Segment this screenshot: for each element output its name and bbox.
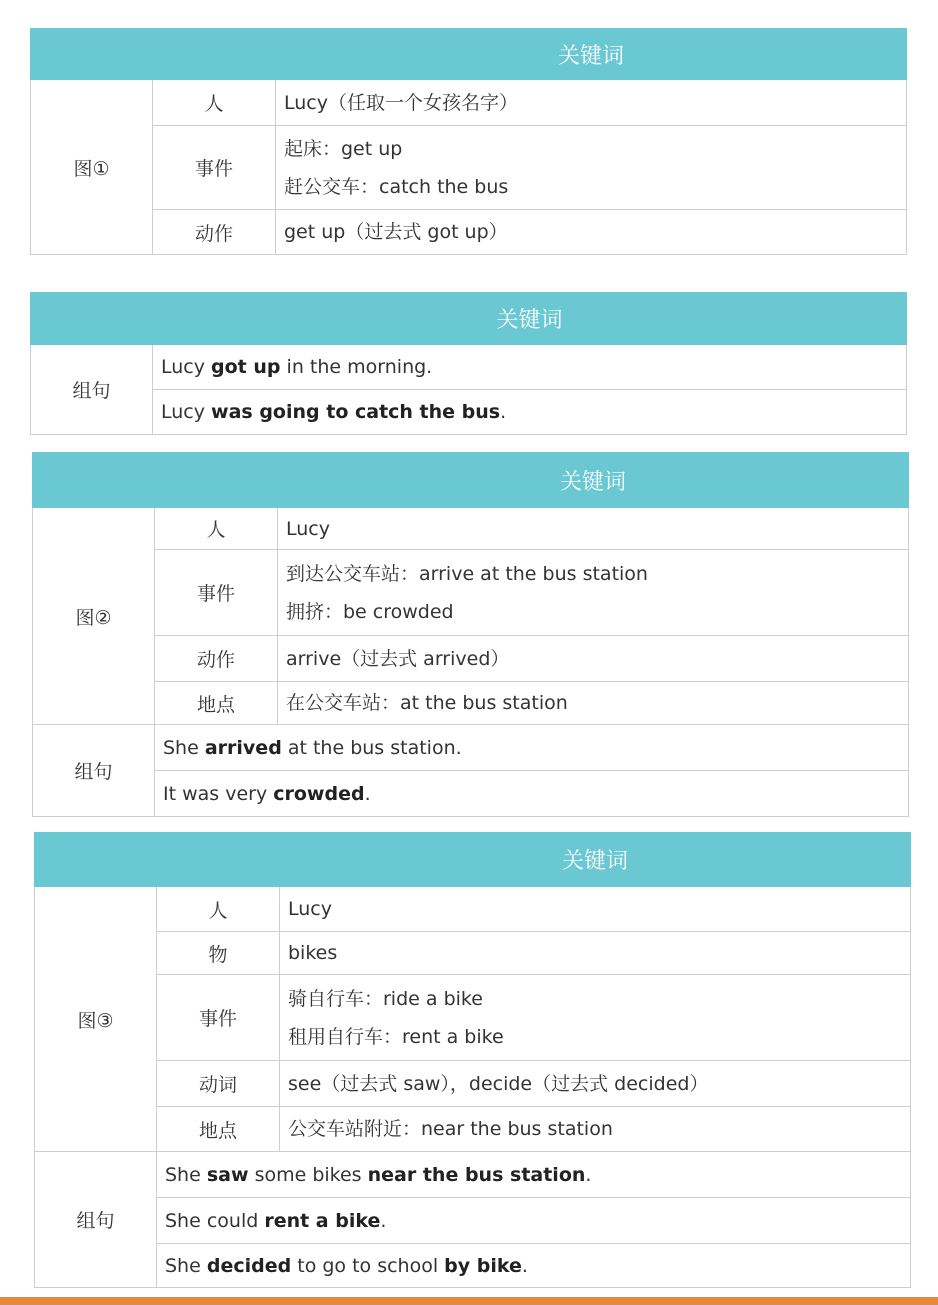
sentence — [153, 390, 907, 435]
sentence — [155, 771, 909, 817]
row-value: 公交车站附近：near the bus station — [280, 1107, 911, 1152]
header-blank — [33, 453, 278, 508]
combo-label: 组句 — [35, 1152, 157, 1288]
figure-label: 图③ — [35, 887, 157, 1152]
bottom-divider-bar — [0, 1297, 938, 1305]
sentence-text: in the morning. — [280, 356, 433, 378]
keyword-table-2 — [30, 292, 907, 435]
table-header: 关键词 — [153, 293, 907, 345]
sentence-text: . — [585, 1163, 592, 1186]
table-header: 关键词 — [280, 833, 911, 887]
keyword-bold: was going to catch the bus — [211, 401, 501, 423]
row-label: 动作 — [153, 210, 276, 255]
sentence-text: She — [165, 1163, 207, 1186]
row-label: 动作 — [155, 636, 278, 682]
row-value: 骑自行车：ride a bike 租用自行车：rent a bike — [280, 975, 911, 1061]
row-label: 事件 — [157, 975, 280, 1061]
row-value: Lucy — [280, 887, 911, 932]
sentence-text: She — [163, 736, 205, 759]
keyword-table-4 — [34, 832, 911, 1288]
row-label: 事件 — [153, 126, 276, 210]
sentence-text: She could — [165, 1209, 265, 1232]
sentence-text: . — [521, 1254, 528, 1277]
row-label: 人 — [153, 80, 276, 126]
sentence-text: She — [165, 1254, 207, 1277]
row-label: 地点 — [157, 1107, 280, 1152]
row-value: bikes — [280, 932, 911, 975]
keyword-bold: arrived — [204, 736, 282, 759]
sentence-text: . — [380, 1209, 387, 1232]
row-value: Lucy（任取一个女孩名字） — [276, 80, 907, 126]
row-value: 在公交车站：at the bus station — [278, 682, 909, 725]
row-label: 事件 — [155, 550, 278, 636]
header-blank — [35, 833, 280, 887]
header-blank — [31, 293, 153, 345]
table-header: 关键词 — [276, 29, 907, 80]
keyword-bold: by bike — [444, 1254, 522, 1277]
row-value: 起床：get up 赶公交车：catch the bus — [276, 126, 907, 210]
keyword-bold: crowded — [273, 782, 365, 805]
keyword-bold: decided — [206, 1254, 292, 1277]
sentence-text: . — [500, 401, 507, 423]
row-value: see（过去式 saw），decide（过去式 decided） — [280, 1061, 911, 1107]
keyword-bold: got up — [211, 356, 281, 378]
sentence-text: at the bus station. — [281, 736, 462, 759]
sentence-text: Lucy — [161, 401, 212, 423]
keyword-table-3 — [32, 452, 909, 817]
keyword-bold: near the bus station — [367, 1163, 586, 1186]
row-label: 物 — [157, 932, 280, 975]
sentence — [157, 1152, 911, 1198]
sentence — [157, 1198, 911, 1244]
row-label: 地点 — [155, 682, 278, 725]
row-value: arrive（过去式 arrived） — [278, 636, 909, 682]
sentence — [155, 725, 909, 771]
row-label: 人 — [157, 887, 280, 932]
sentence — [153, 345, 907, 390]
sentence-text: It was very — [163, 782, 274, 805]
row-label: 人 — [155, 508, 278, 550]
combo-label: 组句 — [31, 345, 153, 435]
row-value: 到达公交车站：arrive at the bus station 拥挤：be crowded — [278, 550, 909, 636]
sentence-text: Lucy — [161, 356, 212, 378]
table-header: 关键词 — [278, 453, 909, 508]
header-blank — [31, 29, 276, 80]
sentence-text: to go to school — [291, 1254, 445, 1277]
row-label: 动词 — [157, 1061, 280, 1107]
keyword-table-1 — [30, 28, 907, 255]
row-value: get up（过去式 got up） — [276, 210, 907, 255]
sentence-text: . — [364, 782, 371, 805]
figure-label: 图① — [31, 80, 153, 255]
keyword-bold: saw — [206, 1163, 249, 1186]
row-value: Lucy — [278, 508, 909, 550]
keyword-bold: rent a bike — [264, 1209, 381, 1232]
figure-label: 图② — [33, 508, 155, 725]
combo-label: 组句 — [33, 725, 155, 817]
sentence-text: some bikes — [248, 1163, 368, 1186]
sentence — [157, 1244, 911, 1288]
